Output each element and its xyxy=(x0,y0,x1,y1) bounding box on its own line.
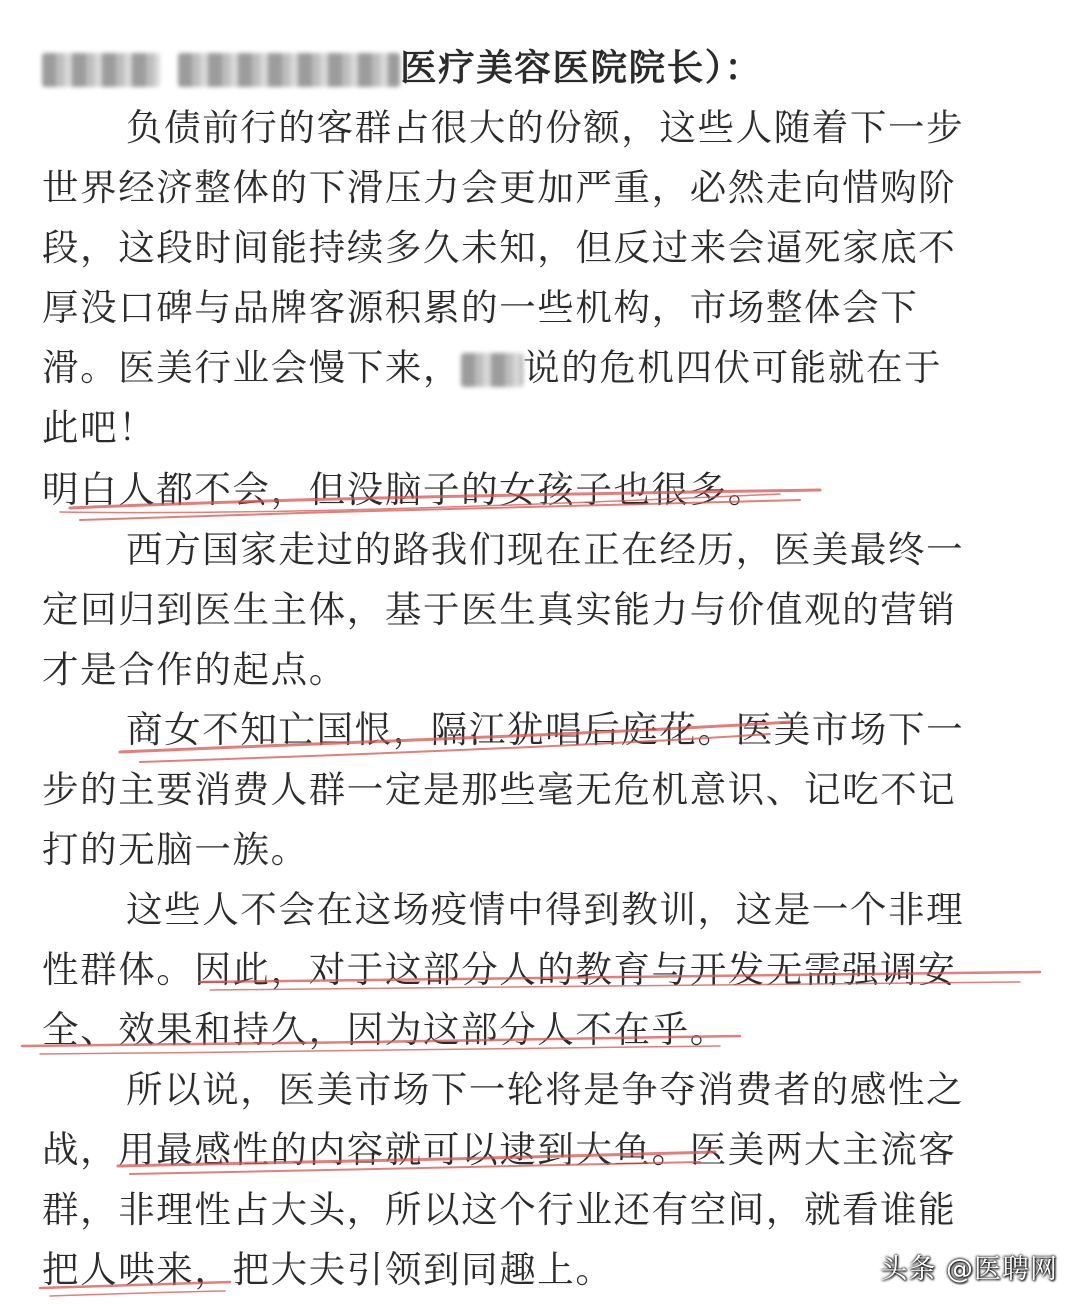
text-segment: 说的危机四伏可能就在于 xyxy=(523,346,943,389)
text-line: 负债前行的客群占很大的份额，这些人随着下一步 xyxy=(126,106,965,149)
speaker-header xyxy=(42,38,1042,98)
text-line-highlighted: 明白人都不会，但没脑子的女孩子也很多。 xyxy=(42,468,766,511)
text-line: 所以说，医美市场下一轮将是争夺消费者的感性之 xyxy=(126,1068,965,1111)
text-line-highlighted: 把人哄来，把大夫引领到同趣上。 xyxy=(42,1248,614,1291)
redacted-title xyxy=(178,53,400,87)
redacted-name xyxy=(42,53,160,87)
text-line: 才是合作的起点。 xyxy=(42,648,347,691)
text-line: 打的无脑一族。 xyxy=(42,828,309,871)
text-line xyxy=(42,338,1042,398)
text-line: 厚没口碑与品牌客源积累的一些机构，市场整体会下 xyxy=(42,286,919,329)
text-line: 群，非理性占大头，所以这个行业还有空间，就看谁能 xyxy=(42,1188,957,1231)
text-line: 世界经济整体的下滑压力会更加严重，必然走向惜购阶 xyxy=(42,166,957,209)
text-line-highlighted: 性群体。因此，对于这部分人的教育与开发无需强调安 xyxy=(42,948,957,991)
text-line-highlighted: 战，用最感性的内容就可以逮到大鱼。医美两大主流客 xyxy=(42,1128,957,1171)
text-line-highlighted: 商女不知亡国恨，隔江犹唱后庭花。医美市场下一 xyxy=(126,708,965,751)
text-line: 此吧！ xyxy=(42,406,157,449)
text-line: 定回归到医生主体，基于医生真实能力与价值观的营销 xyxy=(42,588,957,631)
text-line: 段，这段时间能持续多久未知，但反过来会逼死家底不 xyxy=(42,226,957,269)
header-suffix: 医疗美容医院院长）： xyxy=(400,46,763,89)
text-line: 这些人不会在这场疫情中得到教训，这是一个非理 xyxy=(126,888,965,931)
text-line: 西方国家走过的路我们现在正在经历，医美最终一 xyxy=(126,528,965,571)
watermark: 头条 @医聘网 xyxy=(880,1254,1058,1285)
text-line-highlighted: 全、效果和持久，因为这部分人不在乎。 xyxy=(42,1008,728,1051)
text-segment: 滑。医美行业会慢下来， xyxy=(42,346,462,389)
text-line: 步的主要消费人群一定是那些毫无危机意识、记吃不记 xyxy=(42,768,957,811)
redacted-name xyxy=(461,353,523,387)
